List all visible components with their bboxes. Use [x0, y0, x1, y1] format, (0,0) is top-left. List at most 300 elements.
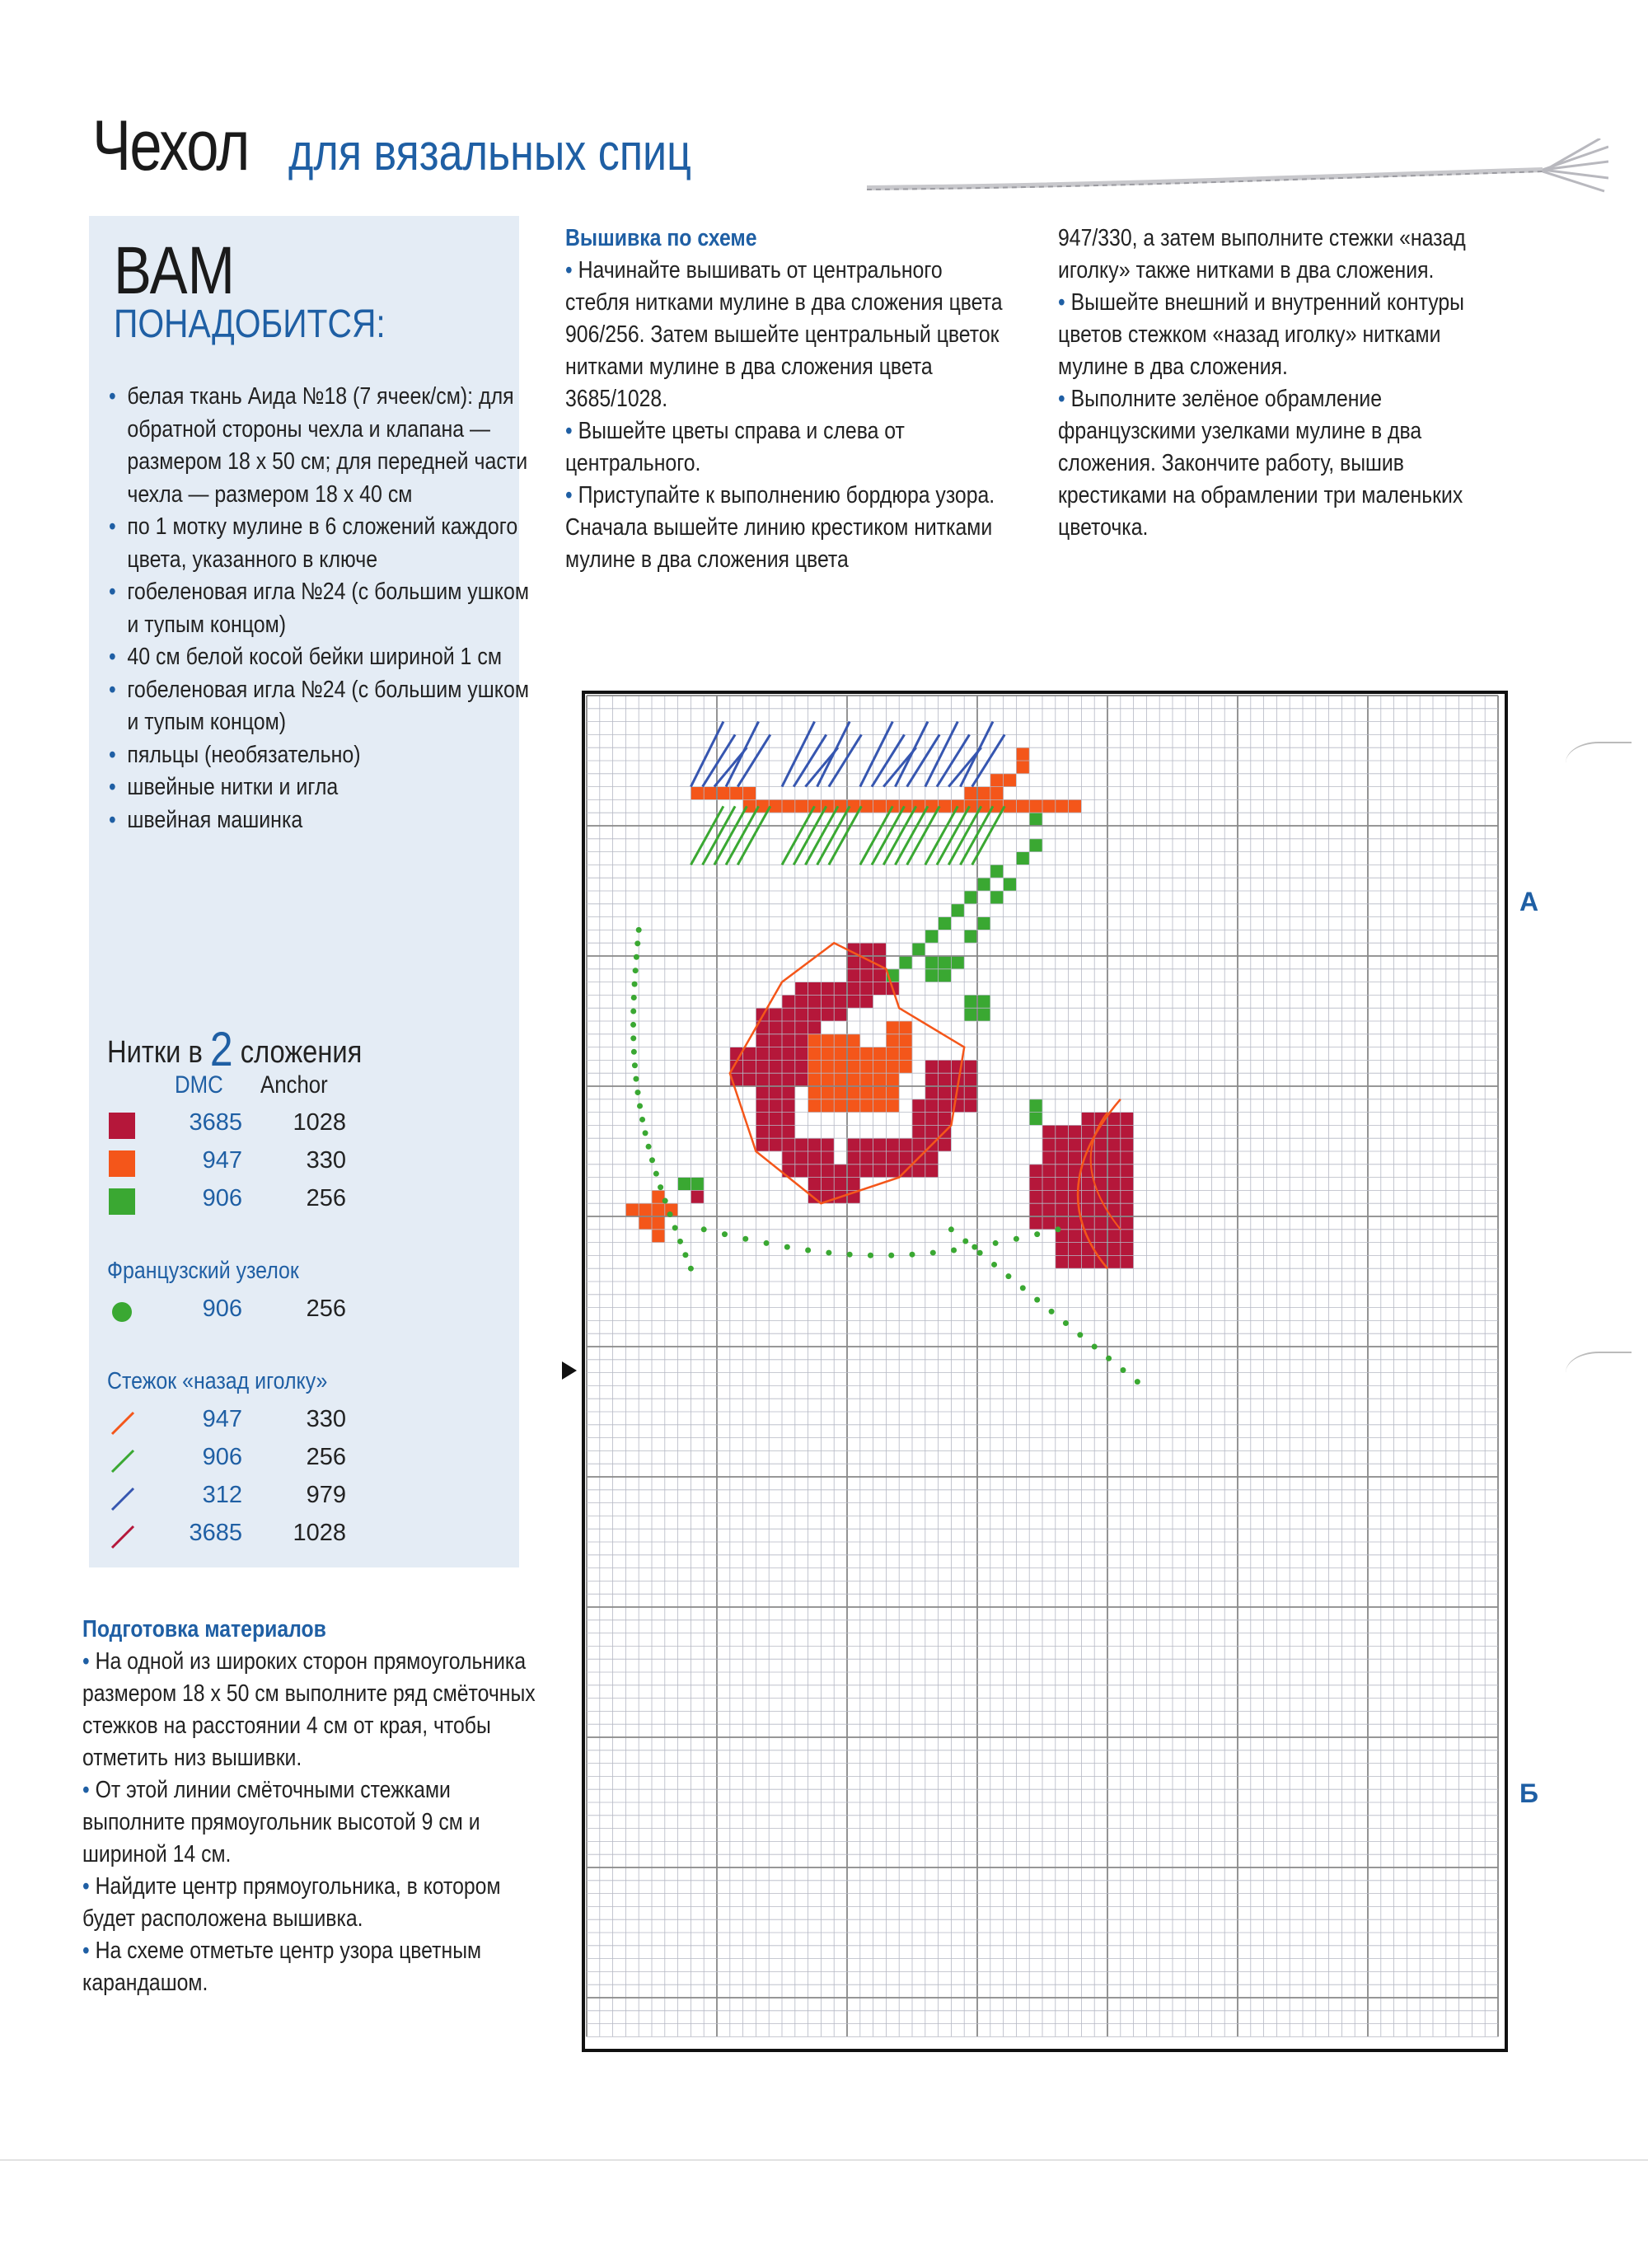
- stitch-cell: [964, 1073, 977, 1086]
- thread-row: [109, 1147, 488, 1180]
- stitch-cell: [860, 1099, 873, 1113]
- stitch-cell: [847, 995, 860, 1008]
- stitch-cell: [847, 1178, 860, 1191]
- stitch-cell: [1056, 1151, 1069, 1164]
- stitch-cell: [847, 1151, 860, 1164]
- french-knot-title: Французский узелок: [107, 1258, 299, 1284]
- stitch-cell: [899, 1047, 912, 1061]
- stitch-cell: [860, 1047, 873, 1061]
- french-knot-dot: [1034, 1297, 1040, 1303]
- stitch-cell: [782, 1099, 795, 1113]
- stitch-cell: [847, 1060, 860, 1073]
- french-knot-dot: [1005, 1273, 1011, 1279]
- instruction-item: [1058, 383, 1496, 544]
- stitch-cell: [939, 1138, 952, 1151]
- french-knot-dot: [639, 1117, 645, 1122]
- stitch-cell: [990, 787, 1004, 800]
- stitch-cell: [821, 1086, 834, 1099]
- french-knot-dot: [1014, 1236, 1019, 1242]
- materials-item: • пяльцы (необязательно): [109, 739, 535, 772]
- stitch-cell: [860, 982, 873, 996]
- stitch-cell: [743, 1060, 756, 1073]
- stitch-cell: [939, 956, 952, 969]
- stitch-cell: [808, 1008, 822, 1021]
- stitch-cell: [834, 1099, 847, 1113]
- french-knot-dot: [633, 968, 639, 973]
- stitch-cell: [808, 1073, 822, 1086]
- instruction-text: Приступайте к выполнению бордюра узора. Сначала вышейте линию крестиком нитками мулине в два сложения цвета: [565, 482, 995, 573]
- color-swatch: [109, 1188, 135, 1215]
- backstitch-line-icon: [109, 1485, 135, 1511]
- stitch-cell: [821, 1178, 834, 1191]
- instruction-text: Вышейте внешний и внутренний контуры цветов стежком «назад иголку» нитками мулине в два сложения.: [1058, 289, 1464, 380]
- stitch-cell: [834, 1034, 847, 1047]
- stitch-cell: [821, 1034, 834, 1047]
- stitch-cell: [1107, 1164, 1121, 1178]
- stitch-cell: [912, 1138, 925, 1151]
- french-knot-dot: [1020, 1285, 1026, 1291]
- french-knot-icon: [109, 1299, 135, 1325]
- materials-item: • по 1 мотку мулине в 6 сложений каждого цвета, указанного в ключе: [109, 511, 535, 576]
- stitch-cell: [860, 969, 873, 982]
- stitch-cell: [834, 1178, 847, 1191]
- stitch-cell: [860, 1073, 873, 1086]
- stitch-cell: [847, 1086, 860, 1099]
- stitch-cell: [1029, 1216, 1042, 1230]
- stitch-cell: [782, 1125, 795, 1138]
- stitch-cell: [873, 1073, 887, 1086]
- stitch-cell: [756, 1138, 769, 1151]
- stitch-cell: [821, 982, 834, 996]
- stitch-cell: [652, 1230, 665, 1243]
- stitch-cell: [1081, 1255, 1094, 1268]
- stitch-cell: [1069, 1151, 1082, 1164]
- stitch-cell: [769, 1060, 782, 1073]
- stitch-cell: [912, 1125, 925, 1138]
- stitch-cell: [925, 1113, 939, 1126]
- french-knot-dot: [634, 1089, 640, 1095]
- french-knot-dot: [930, 1250, 936, 1256]
- stitch-cell: [652, 1203, 665, 1216]
- stitch-cell: [808, 1034, 822, 1047]
- french-knot-dot: [1063, 1320, 1069, 1326]
- stitch-cell: [873, 1099, 887, 1113]
- stitch-cell: [1121, 1138, 1134, 1151]
- stitch-cell: [756, 1099, 769, 1113]
- stitch-cell: [821, 1151, 834, 1164]
- dmc-value: 3685: [189, 1520, 242, 1546]
- stitch-cell: [1094, 1203, 1107, 1216]
- stitch-cell: [964, 787, 977, 800]
- stitch-cell: [847, 1073, 860, 1086]
- color-swatch: [109, 1150, 135, 1177]
- chart-label-a: А: [1519, 887, 1539, 916]
- stitch-cell: [730, 787, 743, 800]
- stitch-cell: [795, 1047, 808, 1061]
- stitch-cell: [808, 1021, 822, 1034]
- stitch-cell: [1029, 1099, 1042, 1113]
- stitch-cell: [886, 1086, 899, 1099]
- french-knot-dot: [888, 1253, 894, 1258]
- stitch-cell: [1029, 1178, 1042, 1191]
- stitch-cell: [886, 1073, 899, 1086]
- stitch-cell: [1029, 799, 1042, 813]
- stitch-cell: [769, 1034, 782, 1047]
- col-dmc: DMC: [175, 1071, 223, 1099]
- stitch-cell: [639, 1216, 652, 1230]
- materials-item: • гобеленовая игла №24 (с большим ушком и тупым концом): [109, 674, 535, 739]
- instruction-text: На одной из широких сторон прямоугольника размером 18 x 50 см выполните ряд смёточных стежков на расстоянии 4 см от края, чтобы отметить низ вышивки.: [82, 1648, 536, 1771]
- stitch-cell: [808, 1178, 822, 1191]
- materials-item: • 40 см белой косой бейки шириной 1 см: [109, 641, 535, 674]
- stitch-cell: [808, 982, 822, 996]
- stitch-cell: [795, 1073, 808, 1086]
- stitch-cell: [873, 982, 887, 996]
- bullet-icon: •: [1058, 386, 1071, 412]
- stitch-cell: [847, 1138, 860, 1151]
- stitch-cell: [795, 995, 808, 1008]
- stitch-cell: [795, 1021, 808, 1034]
- stitch-cell: [795, 1138, 808, 1151]
- stitch-cell: [1081, 1178, 1094, 1191]
- bullet-icon: •: [82, 1777, 96, 1803]
- prep-title: Подготовка материалов: [82, 1616, 326, 1642]
- stitch-cell: [1042, 1164, 1056, 1178]
- stitch-cell: [782, 1086, 795, 1099]
- french-knot-dot: [868, 1253, 873, 1258]
- french-knot-dot: [662, 1198, 668, 1204]
- french-knot-dot: [1034, 1231, 1040, 1237]
- stitch-cell: [1121, 1255, 1134, 1268]
- stitch-cell: [1056, 1138, 1069, 1151]
- dmc-value: 312: [202, 1482, 242, 1508]
- stitch-cell: [821, 1138, 834, 1151]
- stitch-cell: [1056, 1178, 1069, 1191]
- stitch-cell: [1107, 1151, 1121, 1164]
- french-knot-dot: [630, 1022, 636, 1028]
- stitch-cell: [1029, 839, 1042, 852]
- stitch-cell: [1081, 1113, 1094, 1126]
- stitch-cell: [939, 1113, 952, 1126]
- stitch-cell: [964, 1086, 977, 1099]
- stitch-cell: [951, 956, 964, 969]
- instruction-text: Вышейте цветы справа и слева от центрального.: [565, 418, 905, 476]
- french-knot-dot: [634, 954, 639, 960]
- stitch-cell: [1042, 1138, 1056, 1151]
- french-knot-dot: [993, 1240, 999, 1246]
- stitch-cell: [678, 1178, 691, 1191]
- backstitch-row: [109, 1406, 488, 1439]
- stitch-cell: [899, 1151, 912, 1164]
- stitch-cell: [1042, 1125, 1056, 1138]
- instruction-item: [82, 1774, 541, 1871]
- stitch-cell: [782, 1008, 795, 1021]
- stitch-cell: [939, 1099, 952, 1113]
- stitch-cell: [1016, 799, 1029, 813]
- stitch-cell: [873, 1060, 887, 1073]
- binder-hole: [1566, 742, 1632, 785]
- threads-title-a: Нитки в: [107, 1035, 203, 1070]
- color-swatch: [109, 1113, 135, 1139]
- stitch-cell: [769, 1113, 782, 1126]
- stitch-cell: [782, 1047, 795, 1061]
- materials-item: • белая ткань Аида №18 (7 ячеек/см): для обратной стороны чехла и клапана — размером 18 x 50 см; для передней части чехла — размером 18 x 40 см: [109, 381, 535, 511]
- stitch-cell: [925, 1073, 939, 1086]
- bullet-icon: •: [82, 1648, 96, 1675]
- stitch-cell: [717, 787, 730, 800]
- stitch-cell: [939, 1086, 952, 1099]
- stitch-cell: [860, 995, 873, 1008]
- stitch-cell: [834, 1073, 847, 1086]
- stitch-cell: [1069, 1125, 1082, 1138]
- stitch-cell: [964, 995, 977, 1008]
- stitch-cell: [847, 956, 860, 969]
- stitch-cell: [939, 969, 952, 982]
- french-knot-dot: [636, 927, 642, 933]
- french-knot-dot: [1092, 1344, 1098, 1350]
- page-header: [92, 105, 1518, 188]
- stitch-cell: [1056, 1164, 1069, 1178]
- backstitch-row: [109, 1520, 488, 1553]
- stitch-cell: [1069, 1255, 1082, 1268]
- stitch-cell: [847, 1034, 860, 1047]
- stitch-cell: [795, 799, 808, 813]
- stitch-cell: [769, 1073, 782, 1086]
- embroidery-col-2: [1058, 223, 1561, 544]
- instruction-item: [565, 480, 1009, 576]
- stitch-cell: [873, 1086, 887, 1099]
- stitch-cell: [860, 799, 873, 813]
- stitch-cell: [769, 1099, 782, 1113]
- french-knot-dot: [742, 1236, 748, 1242]
- french-knot-dot: [951, 1248, 957, 1253]
- stitch-cell: [795, 1164, 808, 1178]
- stitch-cell: [1081, 1203, 1094, 1216]
- stitch-cell: [756, 1125, 769, 1138]
- stitch-cell: [873, 943, 887, 956]
- stitch-cell: [834, 1047, 847, 1061]
- stitch-cell: [1056, 1125, 1069, 1138]
- backstitch-line-icon: [109, 1447, 135, 1474]
- stitch-cell: [782, 1138, 795, 1151]
- stitch-cell: [1107, 1125, 1121, 1138]
- stitch-cell: [1056, 1203, 1069, 1216]
- stitch-cell: [1107, 1190, 1121, 1203]
- stitch-cell: [912, 943, 925, 956]
- instruction-text: На схеме отметьте центр узора цветным карандашом.: [82, 1938, 482, 1996]
- stitch-cell: [1121, 1178, 1134, 1191]
- stitch-cell: [691, 1178, 704, 1191]
- french-knot-dot: [948, 1226, 954, 1232]
- instruction-text: Найдите центр прямоугольника, в котором будет расположена вышивка.: [82, 1873, 501, 1932]
- instruction-text: От этой линии смёточными стежками выполните прямоугольник высотой 9 см и шириной 14 см.: [82, 1777, 480, 1867]
- stitch-cell: [912, 1164, 925, 1178]
- french-knot-dot: [991, 1262, 997, 1268]
- stitch-cell: [795, 982, 808, 996]
- yarn-icon: [867, 138, 1608, 204]
- stitch-cell: [1107, 1230, 1121, 1243]
- french-knot-dot: [722, 1231, 728, 1237]
- stitch-cell: [795, 1151, 808, 1164]
- stitch-cell: [769, 1138, 782, 1151]
- stitch-cell: [769, 799, 782, 813]
- stitch-cell: [808, 1047, 822, 1061]
- instruction-item: [565, 255, 1009, 415]
- stitch-cell: [834, 1086, 847, 1099]
- french-knot-dot: [667, 1211, 673, 1217]
- stitch-cell: [782, 1151, 795, 1164]
- stitch-cell: [860, 1164, 873, 1178]
- stitch-cell: [834, 1164, 847, 1178]
- stitch-cell: [990, 774, 1004, 787]
- stitch-cell: [925, 1125, 939, 1138]
- materials-item: • швейная машинка: [109, 804, 535, 837]
- french-knot-dot: [910, 1252, 915, 1258]
- instruction-text: Начинайте вышивать от центрального стебля нитками мулине в два сложения цвета 906/256. Затем вышейте центральный цветок нитками мулине в два сложения цвета 3685/1028.: [565, 257, 1003, 412]
- thread-row: [109, 1109, 488, 1142]
- french-knot-dot: [658, 1184, 663, 1190]
- stitch-cell: [939, 917, 952, 930]
- stitch-cell: [821, 1047, 834, 1061]
- stitch-cell: [951, 904, 964, 917]
- stitch-cell: [1029, 1113, 1042, 1126]
- stitch-cell: [1042, 1216, 1056, 1230]
- stitch-cell: [964, 1099, 977, 1113]
- stitch-cell: [977, 878, 990, 891]
- stitch-cell: [1069, 799, 1082, 813]
- stitch-cell: [1029, 1190, 1042, 1203]
- stitch-cell: [873, 1138, 887, 1151]
- stitch-cell: [1016, 761, 1029, 774]
- prep-section: [82, 1614, 610, 1999]
- french-knot-dot: [847, 1252, 853, 1258]
- thread-row: [109, 1185, 488, 1218]
- stitch-cell: [873, 1047, 887, 1061]
- stitch-cell: [925, 1099, 939, 1113]
- stitch-cell: [782, 1113, 795, 1126]
- bottom-rule: [0, 2159, 1648, 2161]
- stitch-cell: [1042, 1203, 1056, 1216]
- bullet-icon: •: [82, 1938, 96, 1964]
- french-knot-dot: [962, 1239, 968, 1244]
- stitch-cell: [1094, 1151, 1107, 1164]
- threads-title-num: 2: [209, 1023, 233, 1076]
- stitch-cell: [1029, 1164, 1042, 1178]
- stitch-cell: [977, 995, 990, 1008]
- french-knot-dot: [1049, 1309, 1055, 1314]
- chart-label-b: Б: [1519, 1778, 1538, 1808]
- dmc-value: 906: [202, 1444, 242, 1470]
- dmc-value: 3685: [189, 1109, 242, 1136]
- bullet-icon: •: [565, 482, 578, 508]
- stitch-cell: [939, 1060, 952, 1073]
- stitch-cell: [769, 1125, 782, 1138]
- stitch-cell: [925, 1151, 939, 1164]
- instruction-text: Выполните зелёное обрамление французскими узелками мулине в два сложения. Закончите работу, вышив крестиками на обрамлении три маленьких цветочка.: [1058, 386, 1463, 541]
- anchor-value: 1028: [293, 1109, 346, 1136]
- stitch-cell: [1081, 1190, 1094, 1203]
- stitch-cell: [1004, 774, 1017, 787]
- sidebar-heading: ВАМ: [114, 233, 235, 308]
- stitch-cell: [782, 995, 795, 1008]
- materials-sidebar: [89, 216, 529, 1567]
- stitch-cell: [1107, 1178, 1121, 1191]
- stitch-cell: [899, 1138, 912, 1151]
- french-knot-dot: [637, 1104, 643, 1109]
- stitch-cell: [1056, 1255, 1069, 1268]
- stitch-cell: [1069, 1230, 1082, 1243]
- instruction-item: [82, 1646, 541, 1774]
- threads-title: [107, 1022, 362, 1077]
- stitch-cell: [990, 865, 1004, 878]
- stitch-cell: [977, 917, 990, 930]
- stitch-cell: [925, 1086, 939, 1099]
- stitch-cell: [886, 1034, 899, 1047]
- binder-hole: [1566, 1352, 1632, 1394]
- dmc-value: 906: [202, 1296, 242, 1322]
- stitch-cell: [925, 1164, 939, 1178]
- stitch-cell: [964, 1008, 977, 1021]
- stitch-cell: [899, 956, 912, 969]
- stitch-cell: [886, 1099, 899, 1113]
- stitch-cell: [925, 969, 939, 982]
- backstitch-row: [109, 1444, 488, 1477]
- french-knot-dot: [784, 1244, 790, 1250]
- bullet-icon: •: [565, 257, 578, 284]
- stitch-cell: [1069, 1138, 1082, 1151]
- cross-stitch-chart: [582, 691, 1508, 2052]
- stitch-cell: [1042, 799, 1056, 813]
- stitch-cell: [912, 1113, 925, 1126]
- stitch-cell: [1069, 1190, 1082, 1203]
- stitch-cell: [1094, 1164, 1107, 1178]
- stitch-cell: [977, 787, 990, 800]
- stitch-cell: [652, 1216, 665, 1230]
- french-knot-row: [109, 1296, 488, 1328]
- stitch-cell: [964, 891, 977, 904]
- bullet-icon: •: [565, 418, 578, 444]
- stitch-cell: [1121, 1203, 1134, 1216]
- stitch-cell: [1121, 1190, 1134, 1203]
- french-knot-dot: [701, 1226, 707, 1232]
- instruction-item: [82, 1871, 541, 1935]
- stitch-cell: [1094, 1138, 1107, 1151]
- stitch-cell: [925, 930, 939, 943]
- stitch-cell: [1056, 1190, 1069, 1203]
- embroidery-col-1: [565, 223, 1076, 576]
- stitch-cell: [782, 1021, 795, 1034]
- french-knot-dot: [632, 1062, 638, 1068]
- stitch-cell: [886, 1151, 899, 1164]
- french-knot-dot: [688, 1266, 694, 1272]
- stitch-cell: [990, 891, 1004, 904]
- materials-list: [109, 381, 529, 836]
- stitch-cell: [1016, 747, 1029, 761]
- stitch-cell: [808, 1164, 822, 1178]
- french-knot-dot: [1135, 1379, 1140, 1385]
- stitch-cell: [1094, 1190, 1107, 1203]
- stitch-cell: [1107, 1255, 1121, 1268]
- stitch-cell: [1004, 799, 1017, 813]
- stitch-cell: [756, 1034, 769, 1047]
- anchor-value: 1028: [293, 1520, 346, 1546]
- embroidery-title: Вышивка по схеме: [565, 225, 757, 251]
- bullet-icon: •: [1058, 289, 1071, 316]
- stitch-cell: [860, 1138, 873, 1151]
- backstitch-title: Стежок «назад иголку»: [107, 1368, 328, 1394]
- stitch-cell: [743, 1047, 756, 1061]
- stitch-cell: [834, 1008, 847, 1021]
